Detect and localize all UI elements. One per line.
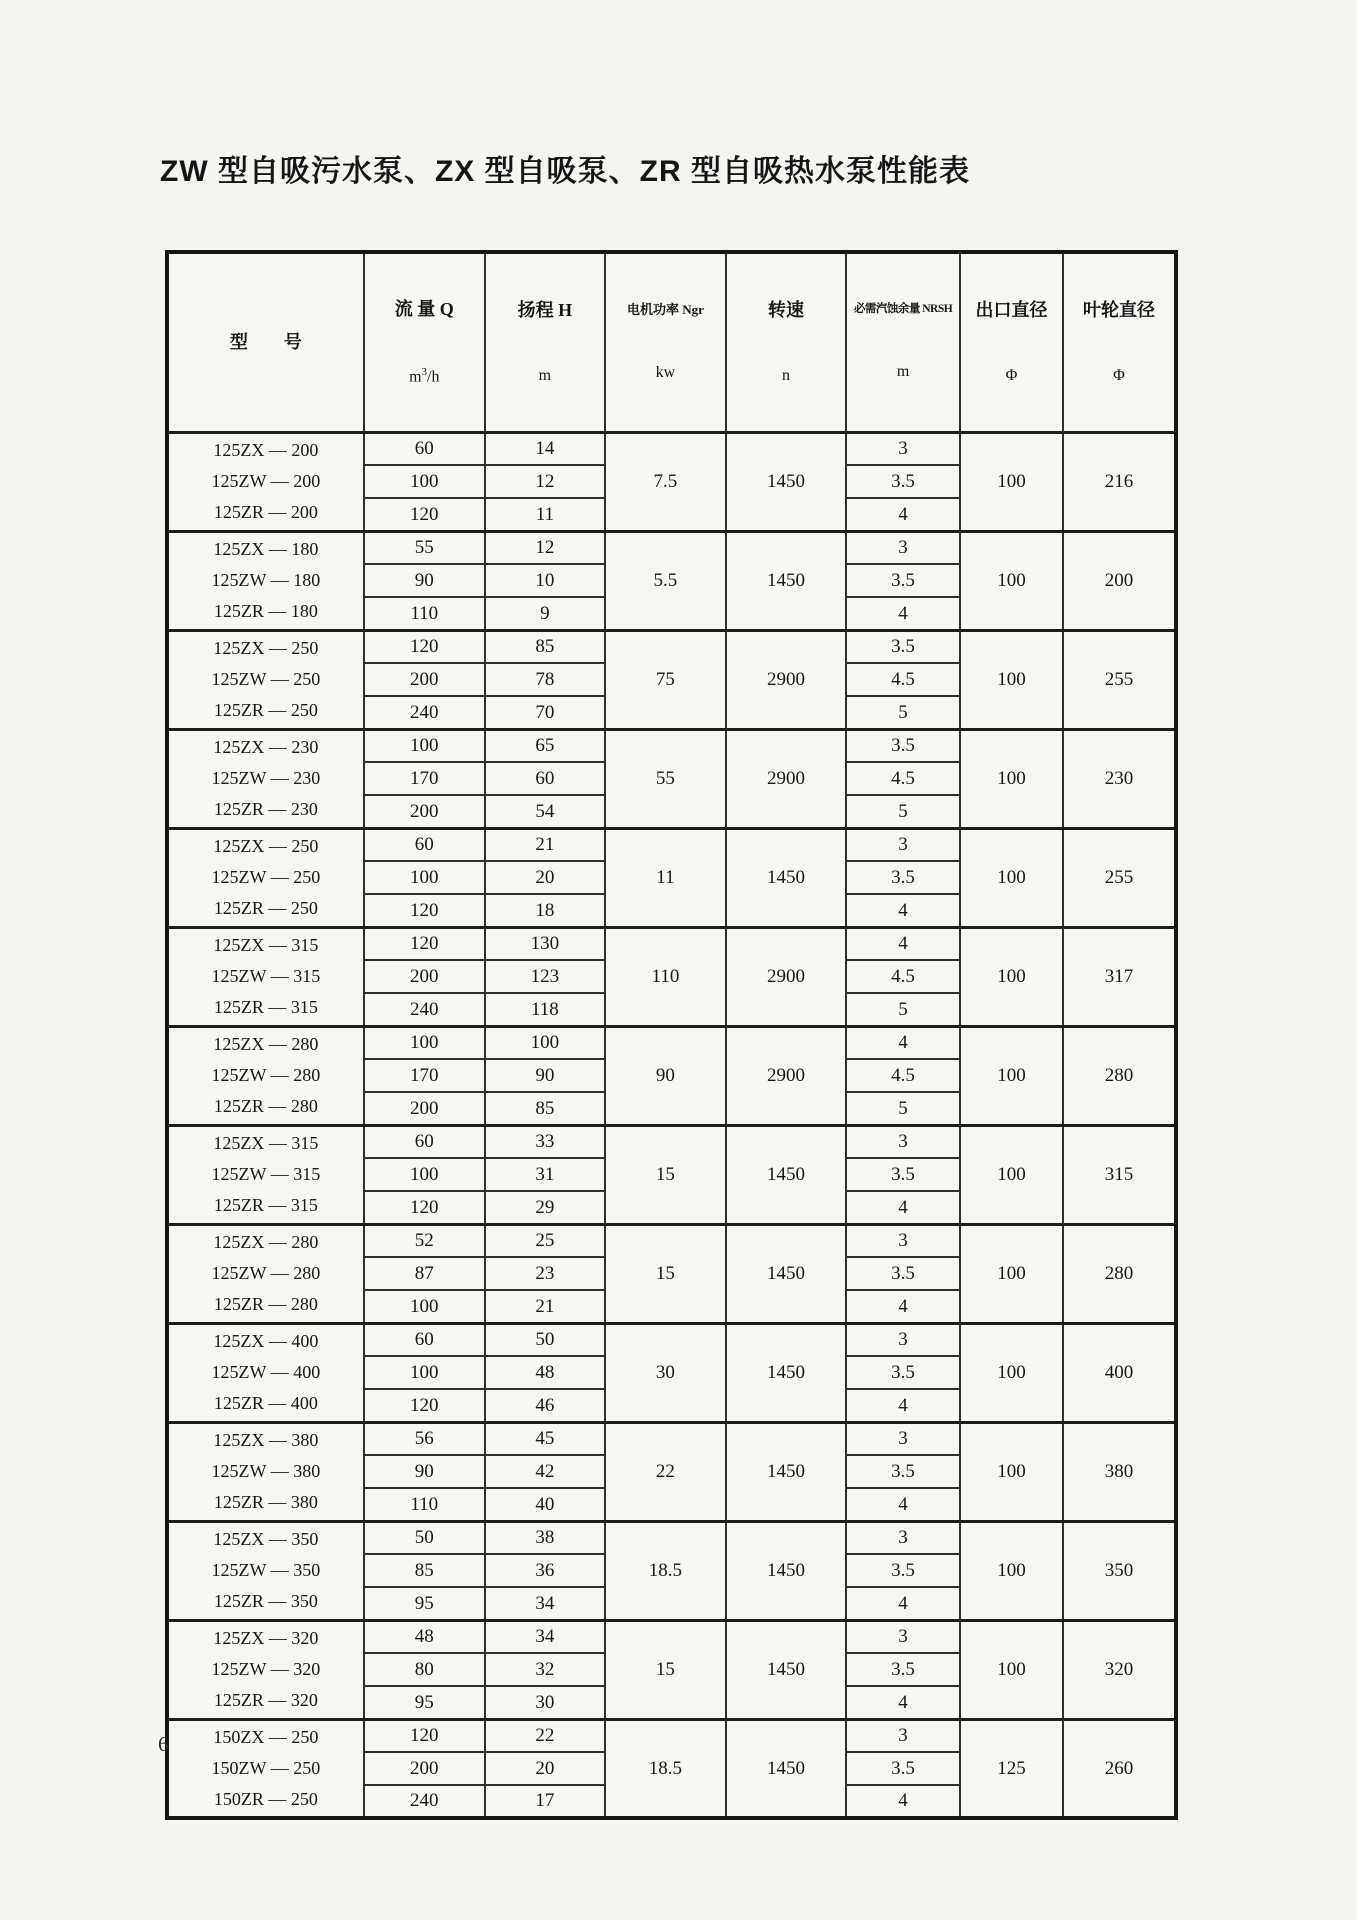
npsh-value-cell: 3.5 <box>846 1356 960 1389</box>
head-value-cell: 17 <box>485 1785 605 1818</box>
model-name: 125ZW — 400 <box>211 1362 321 1383</box>
head-value-cell: 30 <box>485 1686 605 1719</box>
impeller-diameter-cell: 200 <box>1063 531 1176 630</box>
head-value-cell: 22 <box>485 1719 605 1752</box>
flow-value-cell: 120 <box>364 498 485 531</box>
impeller-diameter-cell: 350 <box>1063 1521 1176 1620</box>
head-value-cell: 38 <box>485 1521 605 1554</box>
flow-value-cell: 48 <box>364 1620 485 1653</box>
head-value-cell: 50 <box>485 1323 605 1356</box>
outlet-diameter-cell: 100 <box>960 1521 1063 1620</box>
data-row <box>167 729 1176 762</box>
data-row <box>167 531 1176 564</box>
head-value-cell: 78 <box>485 663 605 696</box>
data-row <box>167 927 1176 960</box>
flow-value-cell: 100 <box>364 729 485 762</box>
model-name: 125ZW — 320 <box>211 1659 321 1680</box>
header-npsh-label: 必需汽蚀余量 NRSH <box>853 303 953 316</box>
head-value-cell: 23 <box>485 1257 605 1290</box>
head-value-cell: 9 <box>485 597 605 630</box>
npsh-value-cell: 4 <box>846 1389 960 1422</box>
header-flow <box>364 252 485 432</box>
npsh-value-cell: 4 <box>846 597 960 630</box>
flow-value-cell: 200 <box>364 795 485 828</box>
model-cell <box>167 1620 364 1719</box>
head-value-cell: 31 <box>485 1158 605 1191</box>
outlet-diameter-cell: 125 <box>960 1719 1063 1818</box>
speed-value-cell: 1450 <box>726 1521 846 1620</box>
outlet-diameter-cell: 100 <box>960 1125 1063 1224</box>
model-name: 125ZW — 200 <box>211 471 321 492</box>
model-name: 125ZX — 315 <box>213 1133 319 1154</box>
head-value-cell: 85 <box>485 630 605 663</box>
performance-table <box>165 250 1178 1820</box>
flow-value-cell: 95 <box>364 1686 485 1719</box>
impeller-diameter-cell: 280 <box>1063 1026 1176 1125</box>
impeller-diameter-cell: 400 <box>1063 1323 1176 1422</box>
flow-value-cell: 240 <box>364 696 485 729</box>
npsh-value-cell: 3 <box>846 432 960 465</box>
model-name: 125ZX — 350 <box>213 1529 319 1550</box>
data-row <box>167 1224 1176 1257</box>
head-value-cell: 21 <box>485 1290 605 1323</box>
npsh-value-cell: 5 <box>846 696 960 729</box>
flow-value-cell: 90 <box>364 564 485 597</box>
speed-value-cell: 1450 <box>726 1719 846 1818</box>
head-value-cell: 45 <box>485 1422 605 1455</box>
header-impeller-label: 叶轮直径 <box>1082 299 1155 320</box>
flow-value-cell: 60 <box>364 1125 485 1158</box>
npsh-value-cell: 4 <box>846 1587 960 1620</box>
flow-value-cell: 100 <box>364 1356 485 1389</box>
power-value-cell: 15 <box>605 1125 726 1224</box>
model-name: 125ZW — 380 <box>211 1461 321 1482</box>
impeller-diameter-cell: 260 <box>1063 1719 1176 1818</box>
flow-value-cell: 80 <box>364 1653 485 1686</box>
header-power <box>605 252 726 432</box>
speed-value-cell: 1450 <box>726 828 846 927</box>
data-row <box>167 432 1176 465</box>
npsh-value-cell: 5 <box>846 1092 960 1125</box>
head-value-cell: 48 <box>485 1356 605 1389</box>
model-name: 125ZX — 250 <box>213 836 319 857</box>
header-speed-unit: n <box>782 367 790 385</box>
pump-group <box>167 1422 1176 1521</box>
head-value-cell: 33 <box>485 1125 605 1158</box>
model-name: 125ZX — 280 <box>213 1034 319 1055</box>
pump-group <box>167 1026 1176 1125</box>
data-row <box>167 1422 1176 1455</box>
npsh-value-cell: 3.5 <box>846 564 960 597</box>
flow-value-cell: 50 <box>364 1521 485 1554</box>
model-name: 125ZR — 230 <box>213 799 318 820</box>
power-value-cell: 110 <box>605 927 726 1026</box>
power-value-cell: 11 <box>605 828 726 927</box>
flow-value-cell: 100 <box>364 465 485 498</box>
head-value-cell: 70 <box>485 696 605 729</box>
head-value-cell: 32 <box>485 1653 605 1686</box>
impeller-diameter-cell: 317 <box>1063 927 1176 1026</box>
head-value-cell: 18 <box>485 894 605 927</box>
model-cell <box>167 531 364 630</box>
pump-group <box>167 1323 1176 1422</box>
model-name: 125ZX — 320 <box>213 1628 319 1649</box>
model-name: 150ZW — 250 <box>211 1758 321 1779</box>
npsh-value-cell: 4 <box>846 1290 960 1323</box>
pump-group <box>167 828 1176 927</box>
flow-value-cell: 95 <box>364 1587 485 1620</box>
head-value-cell: 85 <box>485 1092 605 1125</box>
model-name: 125ZR — 180 <box>213 601 318 622</box>
npsh-value-cell: 4 <box>846 927 960 960</box>
impeller-diameter-cell: 255 <box>1063 828 1176 927</box>
model-name: 125ZX — 315 <box>213 935 319 956</box>
flow-value-cell: 100 <box>364 861 485 894</box>
data-row <box>167 828 1176 861</box>
head-value-cell: 11 <box>485 498 605 531</box>
power-value-cell: 18.5 <box>605 1719 726 1818</box>
data-row <box>167 1323 1176 1356</box>
header-head <box>485 252 605 432</box>
pump-group <box>167 927 1176 1026</box>
head-value-cell: 12 <box>485 531 605 564</box>
model-name: 125ZR — 380 <box>213 1492 318 1513</box>
pump-group <box>167 432 1176 531</box>
npsh-value-cell: 3 <box>846 1323 960 1356</box>
header-row <box>167 252 1176 432</box>
flow-value-cell: 60 <box>364 432 485 465</box>
header-flow-label: 流 量 Q <box>394 299 454 320</box>
flow-value-cell: 200 <box>364 1752 485 1785</box>
npsh-value-cell: 3.5 <box>846 1653 960 1686</box>
model-cell <box>167 630 364 729</box>
power-value-cell: 90 <box>605 1026 726 1125</box>
flow-value-cell: 240 <box>364 993 485 1026</box>
model-name: 125ZR — 250 <box>213 700 318 721</box>
npsh-value-cell: 4 <box>846 1191 960 1224</box>
power-value-cell: 15 <box>605 1224 726 1323</box>
npsh-value-cell: 3.5 <box>846 630 960 663</box>
flow-value-cell: 100 <box>364 1026 485 1059</box>
head-value-cell: 65 <box>485 729 605 762</box>
head-value-cell: 42 <box>485 1455 605 1488</box>
header-impeller-unit: Φ <box>1113 367 1125 385</box>
outlet-diameter-cell: 100 <box>960 1620 1063 1719</box>
npsh-value-cell: 3.5 <box>846 1554 960 1587</box>
outlet-diameter-cell: 100 <box>960 1422 1063 1521</box>
outlet-diameter-cell: 100 <box>960 729 1063 828</box>
npsh-value-cell: 3 <box>846 1521 960 1554</box>
header-model-label: 型 号 <box>229 332 302 353</box>
header-head-label: 扬程 H <box>517 299 573 320</box>
power-value-cell: 18.5 <box>605 1521 726 1620</box>
header-power-label: 电机功率 Ngr <box>626 302 704 318</box>
pump-group <box>167 531 1176 630</box>
head-value-cell: 20 <box>485 1752 605 1785</box>
header-model <box>167 252 364 432</box>
data-row <box>167 1026 1176 1059</box>
model-name: 125ZX — 200 <box>213 440 319 461</box>
outlet-diameter-cell: 100 <box>960 927 1063 1026</box>
header-flow-unit: $m^3/h$ <box>409 365 440 385</box>
head-value-cell: 21 <box>485 828 605 861</box>
pump-group <box>167 1719 1176 1818</box>
model-cell <box>167 1026 364 1125</box>
head-value-cell: 12 <box>485 465 605 498</box>
head-value-cell: 118 <box>485 993 605 1026</box>
npsh-value-cell: 3 <box>846 1224 960 1257</box>
header-outlet-unit: Φ <box>1005 367 1018 385</box>
flow-value-cell: 110 <box>364 597 485 630</box>
npsh-value-cell: 3.5 <box>846 1257 960 1290</box>
head-value-cell: 90 <box>485 1059 605 1092</box>
head-value-cell: 10 <box>485 564 605 597</box>
impeller-diameter-cell: 280 <box>1063 1224 1176 1323</box>
impeller-diameter-cell: 380 <box>1063 1422 1176 1521</box>
model-cell <box>167 1125 364 1224</box>
model-name: 125ZW — 315 <box>211 1164 321 1185</box>
npsh-value-cell: 4.5 <box>846 762 960 795</box>
outlet-diameter-cell: 100 <box>960 1224 1063 1323</box>
header-speed <box>726 252 846 432</box>
outlet-diameter-cell: 100 <box>960 828 1063 927</box>
npsh-value-cell: 4 <box>846 894 960 927</box>
npsh-value-cell: 3.5 <box>846 1158 960 1191</box>
header-power-unit: kw <box>655 363 676 381</box>
npsh-value-cell: 5 <box>846 795 960 828</box>
model-name: 125ZW — 250 <box>211 669 321 690</box>
head-value-cell: 25 <box>485 1224 605 1257</box>
speed-value-cell: 2900 <box>726 1026 846 1125</box>
model-name: 125ZX — 380 <box>213 1430 319 1451</box>
power-value-cell: 15 <box>605 1620 726 1719</box>
flow-value-cell: 170 <box>364 1059 485 1092</box>
header-npsh <box>846 252 960 432</box>
model-cell <box>167 432 364 531</box>
model-name: 125ZX — 230 <box>213 737 319 758</box>
speed-value-cell: 1450 <box>726 432 846 531</box>
speed-value-cell: 1450 <box>726 1620 846 1719</box>
model-cell <box>167 828 364 927</box>
speed-value-cell: 1450 <box>726 1422 846 1521</box>
model-name: 125ZR — 280 <box>213 1294 318 1315</box>
power-value-cell: 5.5 <box>605 531 726 630</box>
npsh-value-cell: 4.5 <box>846 960 960 993</box>
npsh-value-cell: 4.5 <box>846 663 960 696</box>
pump-group <box>167 1224 1176 1323</box>
flow-value-cell: 100 <box>364 1290 485 1323</box>
flow-value-cell: 90 <box>364 1455 485 1488</box>
flow-value-cell: 120 <box>364 1719 485 1752</box>
flow-value-cell: 120 <box>364 630 485 663</box>
npsh-value-cell: 4 <box>846 1488 960 1521</box>
impeller-diameter-cell: 216 <box>1063 432 1176 531</box>
model-name: 125ZR — 350 <box>213 1591 318 1612</box>
speed-value-cell: 2900 <box>726 630 846 729</box>
impeller-diameter-cell: 255 <box>1063 630 1176 729</box>
flow-value-cell: 120 <box>364 927 485 960</box>
model-name: 125ZW — 230 <box>211 768 321 789</box>
npsh-value-cell: 3 <box>846 828 960 861</box>
model-name: 150ZX — 250 <box>213 1727 319 1748</box>
model-cell <box>167 1719 364 1818</box>
flow-value-cell: 100 <box>364 1158 485 1191</box>
head-value-cell: 54 <box>485 795 605 828</box>
model-name: 125ZW — 315 <box>211 966 321 987</box>
head-value-cell: 34 <box>485 1587 605 1620</box>
npsh-value-cell: 4.5 <box>846 1059 960 1092</box>
speed-value-cell: 2900 <box>726 729 846 828</box>
npsh-value-cell: 3.5 <box>846 1455 960 1488</box>
outlet-diameter-cell: 100 <box>960 432 1063 531</box>
flow-value-cell: 55 <box>364 531 485 564</box>
model-cell <box>167 927 364 1026</box>
impeller-diameter-cell: 320 <box>1063 1620 1176 1719</box>
model-name: 125ZW — 250 <box>211 867 321 888</box>
flow-value-cell: 110 <box>364 1488 485 1521</box>
power-value-cell: 22 <box>605 1422 726 1521</box>
model-name: 125ZW — 280 <box>211 1065 321 1086</box>
data-row <box>167 1719 1176 1752</box>
model-name: 125ZR — 200 <box>213 502 318 523</box>
flow-value-cell: 60 <box>364 828 485 861</box>
model-cell <box>167 1422 364 1521</box>
head-value-cell: 29 <box>485 1191 605 1224</box>
header-outlet-label: 出口直径 <box>975 299 1048 320</box>
npsh-value-cell: 4 <box>846 1686 960 1719</box>
flow-value-cell: 120 <box>364 1389 485 1422</box>
model-name: 125ZW — 350 <box>211 1560 321 1581</box>
model-name: 125ZR — 315 <box>213 997 318 1018</box>
header-speed-label: 转速 <box>768 299 804 320</box>
head-value-cell: 40 <box>485 1488 605 1521</box>
pump-group <box>167 1620 1176 1719</box>
flow-value-cell: 240 <box>364 1785 485 1818</box>
model-name: 125ZR — 250 <box>213 898 318 919</box>
head-value-cell: 130 <box>485 927 605 960</box>
npsh-value-cell: 4 <box>846 1026 960 1059</box>
outlet-diameter-cell: 100 <box>960 1323 1063 1422</box>
header-outlet <box>960 252 1063 432</box>
model-cell <box>167 1224 364 1323</box>
flow-value-cell: 200 <box>364 1092 485 1125</box>
flow-value-cell: 85 <box>364 1554 485 1587</box>
flow-value-cell: 87 <box>364 1257 485 1290</box>
model-cell <box>167 1323 364 1422</box>
speed-value-cell: 2900 <box>726 927 846 1026</box>
model-name: 125ZR — 320 <box>213 1690 318 1711</box>
npsh-value-cell: 3 <box>846 1422 960 1455</box>
head-value-cell: 60 <box>485 762 605 795</box>
model-cell <box>167 1521 364 1620</box>
page-number: 6 <box>158 1732 169 1756</box>
model-name: 125ZW — 280 <box>211 1263 321 1284</box>
model-cell <box>167 729 364 828</box>
header-npsh-unit: m <box>896 362 910 380</box>
speed-value-cell: 1450 <box>726 531 846 630</box>
head-value-cell: 34 <box>485 1620 605 1653</box>
speed-value-cell: 1450 <box>726 1125 846 1224</box>
pump-group <box>167 1521 1176 1620</box>
npsh-value-cell: 4 <box>846 498 960 531</box>
page-title: ZW 型自吸污水泵、ZX 型自吸泵、ZR 型自吸热水泵性能表 <box>160 155 970 188</box>
table-header <box>167 252 1176 432</box>
speed-value-cell: 1450 <box>726 1323 846 1422</box>
pump-group <box>167 729 1176 828</box>
power-value-cell: 75 <box>605 630 726 729</box>
model-name: 125ZW — 180 <box>211 570 321 591</box>
header-head-unit: m <box>538 367 552 385</box>
head-value-cell: 46 <box>485 1389 605 1422</box>
header-impeller <box>1063 252 1176 432</box>
flow-value-cell: 52 <box>364 1224 485 1257</box>
data-row <box>167 1620 1176 1653</box>
pump-group <box>167 630 1176 729</box>
npsh-value-cell: 3 <box>846 1719 960 1752</box>
model-name: 125ZX — 250 <box>213 638 319 659</box>
data-row <box>167 1521 1176 1554</box>
head-value-cell: 123 <box>485 960 605 993</box>
outlet-diameter-cell: 100 <box>960 1026 1063 1125</box>
flow-value-cell: 56 <box>364 1422 485 1455</box>
power-value-cell: 30 <box>605 1323 726 1422</box>
model-name: 125ZX — 280 <box>213 1232 319 1253</box>
npsh-value-cell: 3 <box>846 1125 960 1158</box>
power-value-cell: 7.5 <box>605 432 726 531</box>
power-value-cell: 55 <box>605 729 726 828</box>
outlet-diameter-cell: 100 <box>960 630 1063 729</box>
flow-value-cell: 120 <box>364 894 485 927</box>
flow-value-cell: 120 <box>364 1191 485 1224</box>
flow-value-cell: 170 <box>364 762 485 795</box>
head-value-cell: 20 <box>485 861 605 894</box>
data-row <box>167 1125 1176 1158</box>
model-name: 125ZX — 180 <box>213 539 319 560</box>
model-name: 125ZX — 400 <box>213 1331 319 1352</box>
data-row <box>167 630 1176 663</box>
flow-value-cell: 60 <box>364 1323 485 1356</box>
npsh-value-cell: 3.5 <box>846 465 960 498</box>
model-name: 125ZR — 280 <box>213 1096 318 1117</box>
speed-value-cell: 1450 <box>726 1224 846 1323</box>
model-name: 125ZR — 315 <box>213 1195 318 1216</box>
npsh-value-cell: 3.5 <box>846 729 960 762</box>
head-value-cell: 36 <box>485 1554 605 1587</box>
head-value-cell: 100 <box>485 1026 605 1059</box>
npsh-value-cell: 5 <box>846 993 960 1026</box>
model-name: 150ZR — 250 <box>213 1789 318 1810</box>
npsh-value-cell: 4 <box>846 1785 960 1818</box>
head-value-cell: 14 <box>485 432 605 465</box>
outlet-diameter-cell: 100 <box>960 531 1063 630</box>
npsh-value-cell: 3 <box>846 531 960 564</box>
impeller-diameter-cell: 230 <box>1063 729 1176 828</box>
flow-value-cell: 200 <box>364 960 485 993</box>
flow-value-cell: 200 <box>364 663 485 696</box>
npsh-value-cell: 3 <box>846 1620 960 1653</box>
npsh-value-cell: 3.5 <box>846 1752 960 1785</box>
impeller-diameter-cell: 315 <box>1063 1125 1176 1224</box>
npsh-value-cell: 3.5 <box>846 861 960 894</box>
model-name: 125ZR — 400 <box>213 1393 318 1414</box>
pump-group <box>167 1125 1176 1224</box>
